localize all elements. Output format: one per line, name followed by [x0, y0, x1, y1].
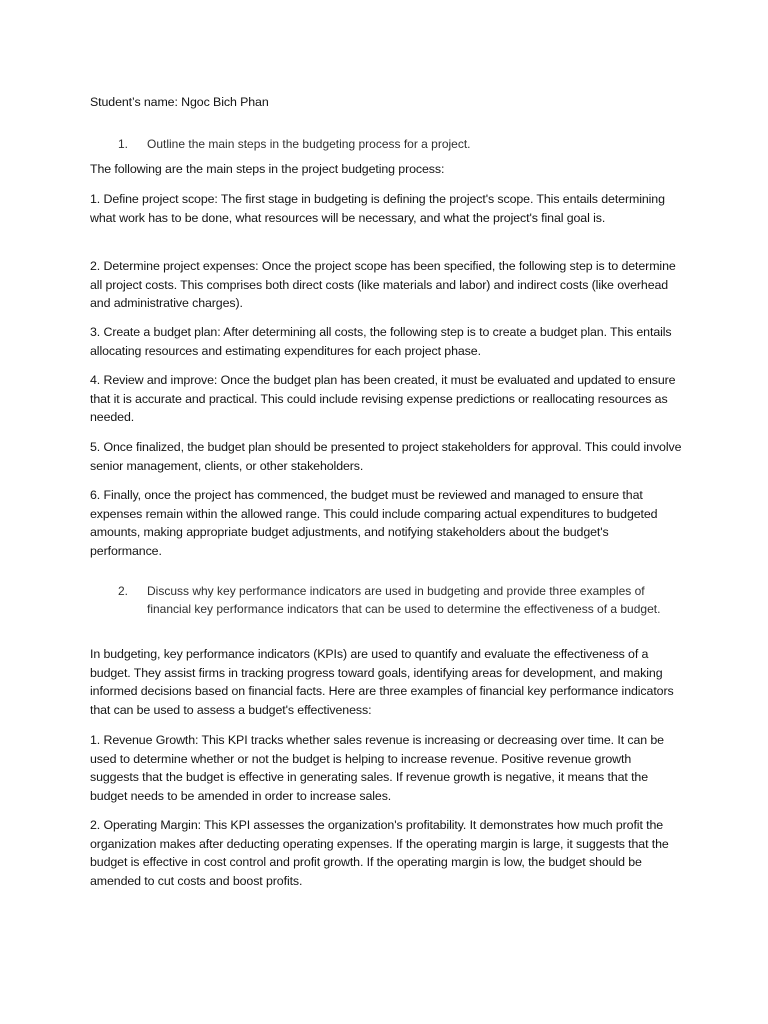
step-paragraph-5: 5. Once finalized, the budget plan should be presented to project stakeholders for approval. This could involve senior management, clients, or other stakeholders.: [90, 440, 682, 473]
step-paragraph-3: 3. Create a budget plan: After determining all costs, the following step is to create a budget plan. This entails allocating resources and estimating expenditures for each project phase.: [90, 325, 672, 358]
kpi-paragraph-1: 1. Revenue Growth: This KPI tracks whether sales revenue is increasing or decreasing over time. It can be used to determine whether or not the budget is helping to increase revenue. Positive revenue growth suggests that the budget is effective in generating sales. If revenue growth is negative, it means that the budget needs to be amended in order to increase sales.: [90, 733, 664, 803]
step-paragraph-4: 4. Review and improve: Once the budget plan has been created, it must be evaluated and updated to ensure that it is accurate and practical. This could include revising expense predictions or reallocating resources as needed.: [90, 373, 676, 425]
step-paragraph-1: 1. Define project scope: The first stage in budgeting is defining the project's scope. This entails determining what work has to be done, what resources will be necessary, and what the project's final goal is.: [90, 192, 665, 225]
intro-paragraph-1: The following are the main steps in the project budgeting process:: [90, 162, 445, 176]
question-2-number: 2.: [118, 584, 129, 598]
question-1: [118, 135, 678, 153]
step-paragraph-6: 6. Finally, once the project has commenced, the budget must be reviewed and managed to ensure that expenses remain within the allowed range. This could include comparing actual expenditures to budgeted amounts, making appropriate budget adjustments, and notifying stakeholders about the budget's performance.: [90, 488, 658, 558]
question-2: [118, 582, 678, 618]
student-name-line: Student’s name: Ngoc Bich Phan: [90, 95, 269, 109]
kpi-paragraph-2: 2. Operating Margin: This KPI assesses the organization's profitability. It demonstrates how much profit the organization makes after deducting operating expenses. If the operating margin is large, it suggests that the budget is effective in cost control and profit growth. If the operating margin is low, the budget should be amended to cut costs and boost profits.: [90, 818, 669, 888]
question-1-text: Outline the main steps in the budgeting process for a project.: [147, 137, 471, 151]
intro-paragraph-2: In budgeting, key performance indicators (KPIs) are used to quantify and evaluate the effectiveness of a budget. They assist firms in tracking progress toward goals, identifying areas for development, and making informed decisions based on financial facts. Here are three examples of financial key performance indicators that can be used to assess a budget's effectiveness:: [90, 647, 674, 717]
question-1-number: 1.: [118, 137, 129, 151]
question-2-text: Discuss why key performance indicators are used in budgeting and provide three examples of financial key performance indicators that can be used to determine the effectiveness of a budget.: [147, 584, 661, 616]
step-paragraph-2: 2. Determine project expenses: Once the project scope has been specified, the following step is to determine all project costs. This comprises both direct costs (like materials and labor) and indirect costs (like overhead and administrative charges).: [90, 259, 676, 311]
